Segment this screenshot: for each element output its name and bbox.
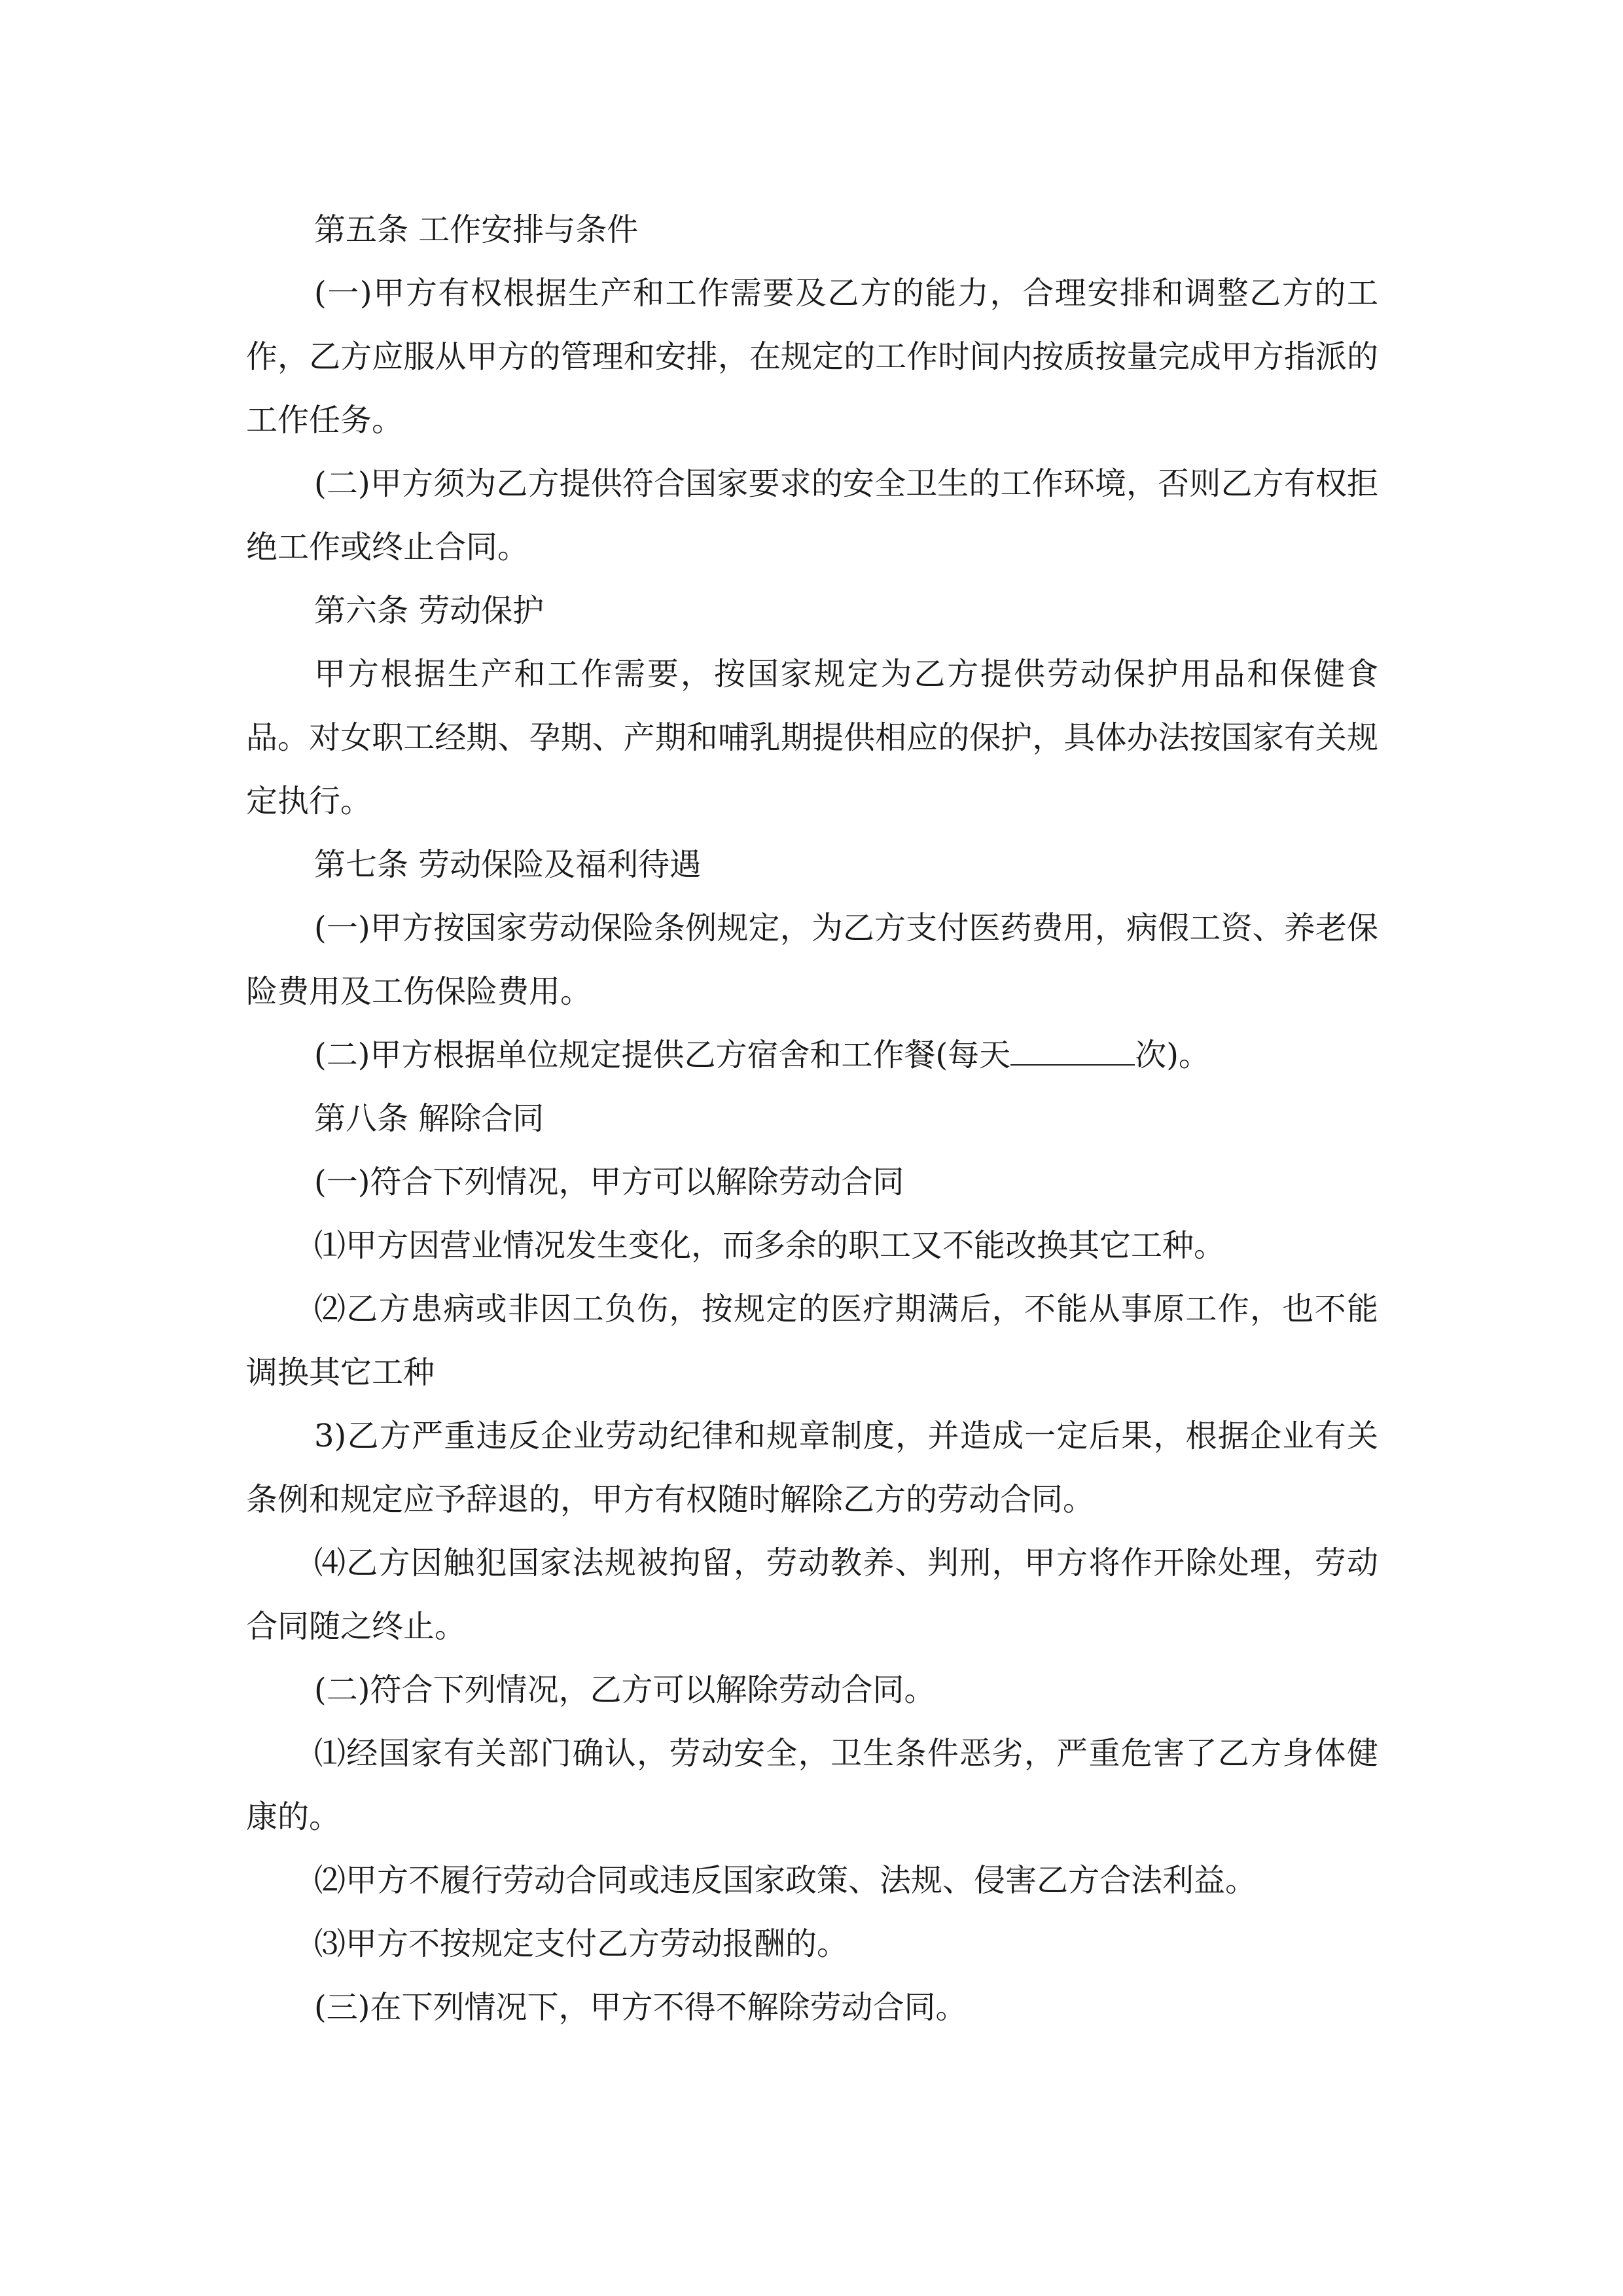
article-8-section-2: (二)符合下列情况，乙方可以解除劳动合同。 [314, 1672, 936, 1708]
article-8-section-1-item-2: ⑵乙方患病或非因工负伤，按规定的医疗期满后，不能从事原工作，也不能调换其它工种 [246, 1291, 1378, 1391]
article-8-heading: 第八条 解除合同 [314, 1100, 544, 1137]
article-7-heading: 第七条 劳动保险及福利待遇 [314, 846, 702, 883]
article-5-heading: 第五条 工作安排与条件 [314, 211, 639, 248]
article-8-section-1-item-4: ⑷乙方因触犯国家法规被拘留，劳动教养、判刑，甲方将作开除处理，劳动合同随之终止。 [246, 1545, 1378, 1645]
article-8-section-1: (一)符合下列情况，甲方可以解除劳动合同 [314, 1164, 904, 1200]
document-body [246, 198, 1378, 2039]
article-8-section-3: (三)在下列情况下，甲方不得不解除劳动合同。 [314, 1989, 967, 2026]
article-6-heading: 第六条 劳动保护 [314, 592, 544, 629]
article-8-section-2-item-2: ⑵甲方不履行劳动合同或违反国家政策、法规、侵害乙方合法利益。 [314, 1862, 1257, 1899]
meal-clause-end: 次)。 [1135, 1037, 1210, 1073]
article-8-section-2-item-3: ⑶甲方不按规定支付乙方劳动报酬的。 [314, 1926, 849, 1962]
article-7-clause-2 [246, 1024, 1378, 1087]
article-5-clause-1: (一)甲方有权根据生产和工作需要及乙方的能力，合理安排和调整乙方的工作，乙方应服从甲方的管理和安排，在规定的工作时间内按质按量完成甲方指派的工作任务。 [246, 275, 1378, 439]
meal-clause-text: (二)甲方根据单位规定提供乙方宿舍和工作餐(每天 [314, 1037, 1011, 1073]
article-8-section-2-item-1: ⑴经国家有关部门确认，劳动安全，卫生条件恶劣，严重危害了乙方身体健康的。 [246, 1735, 1378, 1835]
article-7-clause-1: (一)甲方按国家劳动保险条例规定，为乙方支付医药费用，病假工资、养老保险费用及工伤保险费用。 [246, 910, 1378, 1010]
article-8-section-1-item-3: 3)乙方严重违反企业劳动纪律和规章制度，并造成一定后果，根据企业有关条例和规定应予辞退的，甲方有权随时解除乙方的劳动合同。 [246, 1418, 1378, 1518]
article-8-section-1-item-1: ⑴甲方因营业情况发生变化，而多余的职工又不能改换其它工种。 [314, 1227, 1226, 1264]
article-5-clause-2: (二)甲方须为乙方提供符合国家要求的安全卫生的工作环境，否则乙方有权拒绝工作或终止合同。 [246, 465, 1378, 565]
article-6-body: 甲方根据生产和工作需要，按国家规定为乙方提供劳动保护用品和保健食品。对女职工经期、孕期、产期和哺乳期提供相应的保护，具体办法按国家有关规定执行。 [246, 656, 1378, 819]
meals-per-day-blank [1010, 1038, 1135, 1066]
